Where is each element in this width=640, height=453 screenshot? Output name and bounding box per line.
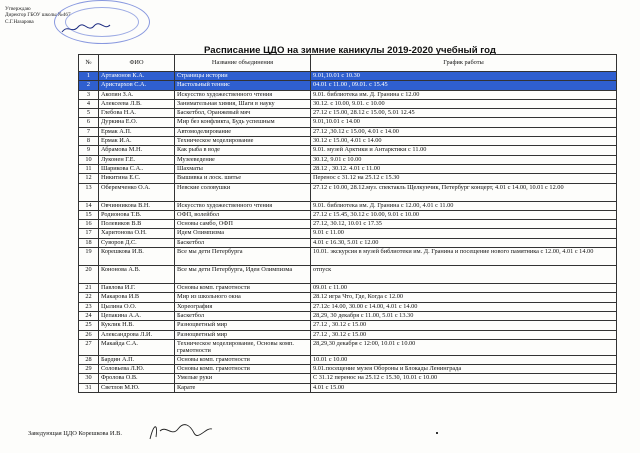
club-name: Мир без конфликта, Будь успешным [175, 118, 311, 127]
teacher-name: Соловьева Л.Ю. [99, 364, 175, 373]
schedule-cell: 27.12с 14.00, 30.00 с 14.00, 4.01 с 14.00 [311, 302, 617, 311]
schedule-cell: Перенос с 31.12 на 25.12 с 15.30 [311, 174, 617, 183]
row-number: 17 [79, 229, 99, 238]
schedule-cell: 27.12 с 15.45, 30.12 с 10.00, 9.01 с 10.00 [311, 210, 617, 219]
row-number: 20 [79, 266, 99, 284]
row-number: 31 [79, 383, 99, 392]
schedule-cell: 27.12 с 10.00, 28.12.муз. спектакль Щелкунчик, Петербург концерт, 4.01 с 14.00, 10.01 с 12.00 [311, 183, 617, 201]
table-row [79, 229, 617, 238]
club-name: Вышивка и лоск. шитье [175, 174, 311, 183]
table-header-row [79, 55, 617, 72]
header-number: № [79, 55, 99, 72]
teacher-name: Абрамова М.Н. [99, 146, 175, 155]
teacher-name: Шарикова С.А.. [99, 164, 175, 173]
teacher-name: Полевиков В.В [99, 220, 175, 229]
club-name: Баскетбол [175, 238, 311, 247]
schedule-cell: 28,29, 30 декабря с 11.00, 5.01 с 13.30 [311, 311, 617, 320]
club-name: Идем Олимпизма [175, 229, 311, 238]
schedule-cell: 10.01 с 10.00 [311, 355, 617, 364]
row-number: 7 [79, 127, 99, 136]
table-row [79, 146, 617, 155]
table-row [79, 302, 617, 311]
footer-signature-line: Заведующая ЦДО Корешкова И.В. [28, 430, 122, 437]
schedule-cell: 09.01 с 11.00 [311, 284, 617, 293]
table-row [79, 364, 617, 373]
row-number: 14 [79, 201, 99, 210]
table-row [79, 248, 617, 266]
club-name: Занимательная химия, Шаги в науку [175, 99, 311, 108]
table-row [79, 90, 617, 99]
teacher-name: Артамонов К.А. [99, 72, 175, 81]
teacher-name: Ермак А.П. [99, 127, 175, 136]
table-row [79, 220, 617, 229]
schedule-cell: 04.01 с 11.00 , 09.01. с 15.45 [311, 81, 617, 90]
schedule-cell: 27.12 ,30.12 с 15.00, 4.01 с 14.00 [311, 127, 617, 136]
club-name: Искусство художественного чтения [175, 90, 311, 99]
schedule-cell: 9.01,10.01 с 10.30 [311, 72, 617, 81]
teacher-name: Овчинникова В.Н. [99, 201, 175, 210]
teacher-name: Никитина Е.С. [99, 174, 175, 183]
row-number: 30 [79, 374, 99, 383]
table-row [79, 210, 617, 219]
teacher-name: Суворов Д.С. [99, 238, 175, 247]
teacher-name: Макайда С.А. [99, 339, 175, 355]
schedule-cell: 28.12 игра Что, Где, Когда с 12.00 [311, 293, 617, 302]
schedule-cell: 27.12 , 30.12 с 15.00 [311, 330, 617, 339]
teacher-name: Дуркина Е.О. [99, 118, 175, 127]
table-row [79, 266, 617, 284]
row-number: 15 [79, 210, 99, 219]
club-name: ОФП, волейбол [175, 210, 311, 219]
schedule-cell: 27.12, 30.12, 10.01 с 17.35 [311, 220, 617, 229]
club-name: Шахматы [175, 164, 311, 173]
club-name: Баскетбол [175, 311, 311, 320]
header-name: ФИО [99, 55, 175, 72]
club-name: Искусство художественного чтения [175, 201, 311, 210]
club-name: Основы самбо, ОФП [175, 220, 311, 229]
schedule-cell: 10.01. экскурсия в музей библиотеки им. Д. Гранина и посещение нового памятника с 12.00, 4.01 с 14.00 [311, 248, 617, 266]
club-name: Карате [175, 383, 311, 392]
teacher-name: Родионова Т.В. [99, 210, 175, 219]
table-row [79, 183, 617, 201]
table-row [79, 127, 617, 136]
row-number: 6 [79, 118, 99, 127]
table-row [79, 293, 617, 302]
schedule-table [78, 54, 617, 393]
row-number: 27 [79, 339, 99, 355]
header-club: Название объединения [175, 55, 311, 72]
row-number: 2 [79, 81, 99, 90]
teacher-name: Александрова Л.И. [99, 330, 175, 339]
club-name: Основы комп. грамотности [175, 355, 311, 364]
table-row [79, 201, 617, 210]
schedule-cell: 4.01 с 15.00 [311, 383, 617, 392]
club-name: Все мы дети Петербурга [175, 248, 311, 266]
row-number: 25 [79, 321, 99, 330]
row-number: 10 [79, 155, 99, 164]
teacher-name: Куклик Н.В. [99, 321, 175, 330]
row-number: 9 [79, 146, 99, 155]
row-number: 28 [79, 355, 99, 364]
table-row [79, 330, 617, 339]
teacher-name: Макарова И.В [99, 293, 175, 302]
signature-icon [146, 419, 216, 443]
schedule-cell: 28.12 , 30.12. 4.01 с 11.00 [311, 164, 617, 173]
teacher-name: Цепакина А.А. [99, 311, 175, 320]
teacher-name: Аристархов С.А. [99, 81, 175, 90]
row-number: 12 [79, 174, 99, 183]
club-name: Баскетбол, Оранжевый мяч [175, 109, 311, 118]
row-number: 4 [79, 99, 99, 108]
schedule-cell: 28,29,30 декабря с 12:00, 10.01 с 10.00 [311, 339, 617, 355]
club-name: Техническое моделирование [175, 137, 311, 146]
schedule-cell: отпуск [311, 266, 617, 284]
row-number: 16 [79, 220, 99, 229]
table-row [79, 164, 617, 173]
schedule-cell: 9.01.посещение музея Обороны и Блокады Ленинграда [311, 364, 617, 373]
teacher-name: Луконен Г.Е. [99, 155, 175, 164]
table-row [79, 311, 617, 320]
club-name: Хореография [175, 302, 311, 311]
row-number: 13 [79, 183, 99, 201]
table-row [79, 355, 617, 364]
table-row [79, 109, 617, 118]
club-name: Разноцветный мир [175, 321, 311, 330]
row-number: 3 [79, 90, 99, 99]
club-name: Как рыба в воде [175, 146, 311, 155]
row-number: 23 [79, 302, 99, 311]
table-row [79, 118, 617, 127]
table-row [79, 374, 617, 383]
row-number: 5 [79, 109, 99, 118]
row-number: 22 [79, 293, 99, 302]
table-row [79, 339, 617, 355]
schedule-cell: 30.12, 9.01 с 10.00 [311, 155, 617, 164]
page-title: Расписание ЦДО на зимние каникулы 2019-2020 учебный год [204, 45, 496, 56]
club-name: Основы комп. грамотности [175, 284, 311, 293]
club-name: Невские соловушки [175, 183, 311, 201]
row-number: 26 [79, 330, 99, 339]
schedule-cell: 30.12 с 15.00, 4.01 с 14.00 [311, 137, 617, 146]
table-row [79, 321, 617, 330]
table-row [79, 72, 617, 81]
table-row [79, 137, 617, 146]
teacher-name: Бардин А.П. [99, 355, 175, 364]
approval-line-3: С.Г.Назарова [5, 18, 34, 25]
header-schedule: График работы [311, 55, 617, 72]
table-row [79, 383, 617, 392]
approval-line-2: Директор ГБОУ школы №467 [5, 12, 71, 19]
table-row [79, 238, 617, 247]
club-name: Умелые руки [175, 374, 311, 383]
teacher-name: Харитонова О.Н. [99, 229, 175, 238]
club-name: Автомоделирование [175, 127, 311, 136]
teacher-name: Павлова И.Г. [99, 284, 175, 293]
row-number: 19 [79, 248, 99, 266]
teacher-name: Алексеева Л.В. [99, 99, 175, 108]
club-name: Страницы истории [175, 72, 311, 81]
teacher-name: Акопян З.А. [99, 90, 175, 99]
club-name: Основы комп. грамотности [175, 364, 311, 373]
club-name: Настольный теннис [175, 81, 311, 90]
schedule-cell: 9.01. музей Арктики и Антарктики с 11.00 [311, 146, 617, 155]
club-name: Все мы дети Петербурга, Идеи Олимпизма [175, 266, 311, 284]
teacher-name: Фролова О.В. [99, 374, 175, 383]
row-number: 1 [79, 72, 99, 81]
schedule-cell: С 31.12 перенос на 25.12 с 15.30, 10.01 с 10.00 [311, 374, 617, 383]
row-number: 29 [79, 364, 99, 373]
club-name: Музееведение [175, 155, 311, 164]
table-row [79, 174, 617, 183]
schedule-cell: 9.01,10.01 с 14.00 [311, 118, 617, 127]
teacher-name: Светлов М.Ю. [99, 383, 175, 392]
stray-mark [436, 432, 438, 434]
schedule-cell: 30.12. с 10.00, 9.01. с 10.00 [311, 99, 617, 108]
teacher-name: Оберемченко О.А. [99, 183, 175, 201]
teacher-name: Кононова А.В. [99, 266, 175, 284]
row-number: 24 [79, 311, 99, 320]
schedule-cell: 9.01. библиотека им. Д. Гранина с 12.00 [311, 90, 617, 99]
teacher-name: Глебова Н.А. [99, 109, 175, 118]
teacher-name: Цылина О.О. [99, 302, 175, 311]
club-name: Разноцветный мир [175, 330, 311, 339]
table-row [79, 284, 617, 293]
schedule-cell: 27.12 , 30.12 с 15.00 [311, 321, 617, 330]
schedule-cell: 4.01 с 16.30, 5.01 с 12.00 [311, 238, 617, 247]
teacher-name: Ермак И.А. [99, 137, 175, 146]
row-number: 18 [79, 238, 99, 247]
schedule-cell: 9.01. библиотека им. Д. Гранина с 12.00, 4.01 с 11.00 [311, 201, 617, 210]
table-row [79, 81, 617, 90]
row-number: 11 [79, 164, 99, 173]
club-name: Мир из школьного окна [175, 293, 311, 302]
director-signature-icon [60, 22, 112, 36]
schedule-cell: 9.01 с 11.00 [311, 229, 617, 238]
approval-line-1: Утверждаю [5, 6, 31, 12]
teacher-name: Корешкова И.В. [99, 248, 175, 266]
club-name: Техническое моделирование, Основы комп. грамотности [175, 339, 311, 355]
table-body [79, 72, 617, 393]
table-row [79, 99, 617, 108]
table-row [79, 155, 617, 164]
row-number: 21 [79, 284, 99, 293]
row-number: 8 [79, 137, 99, 146]
schedule-cell: 27.12 с 15.00, 28.12 с 15.00, 5.01 12.45 [311, 109, 617, 118]
